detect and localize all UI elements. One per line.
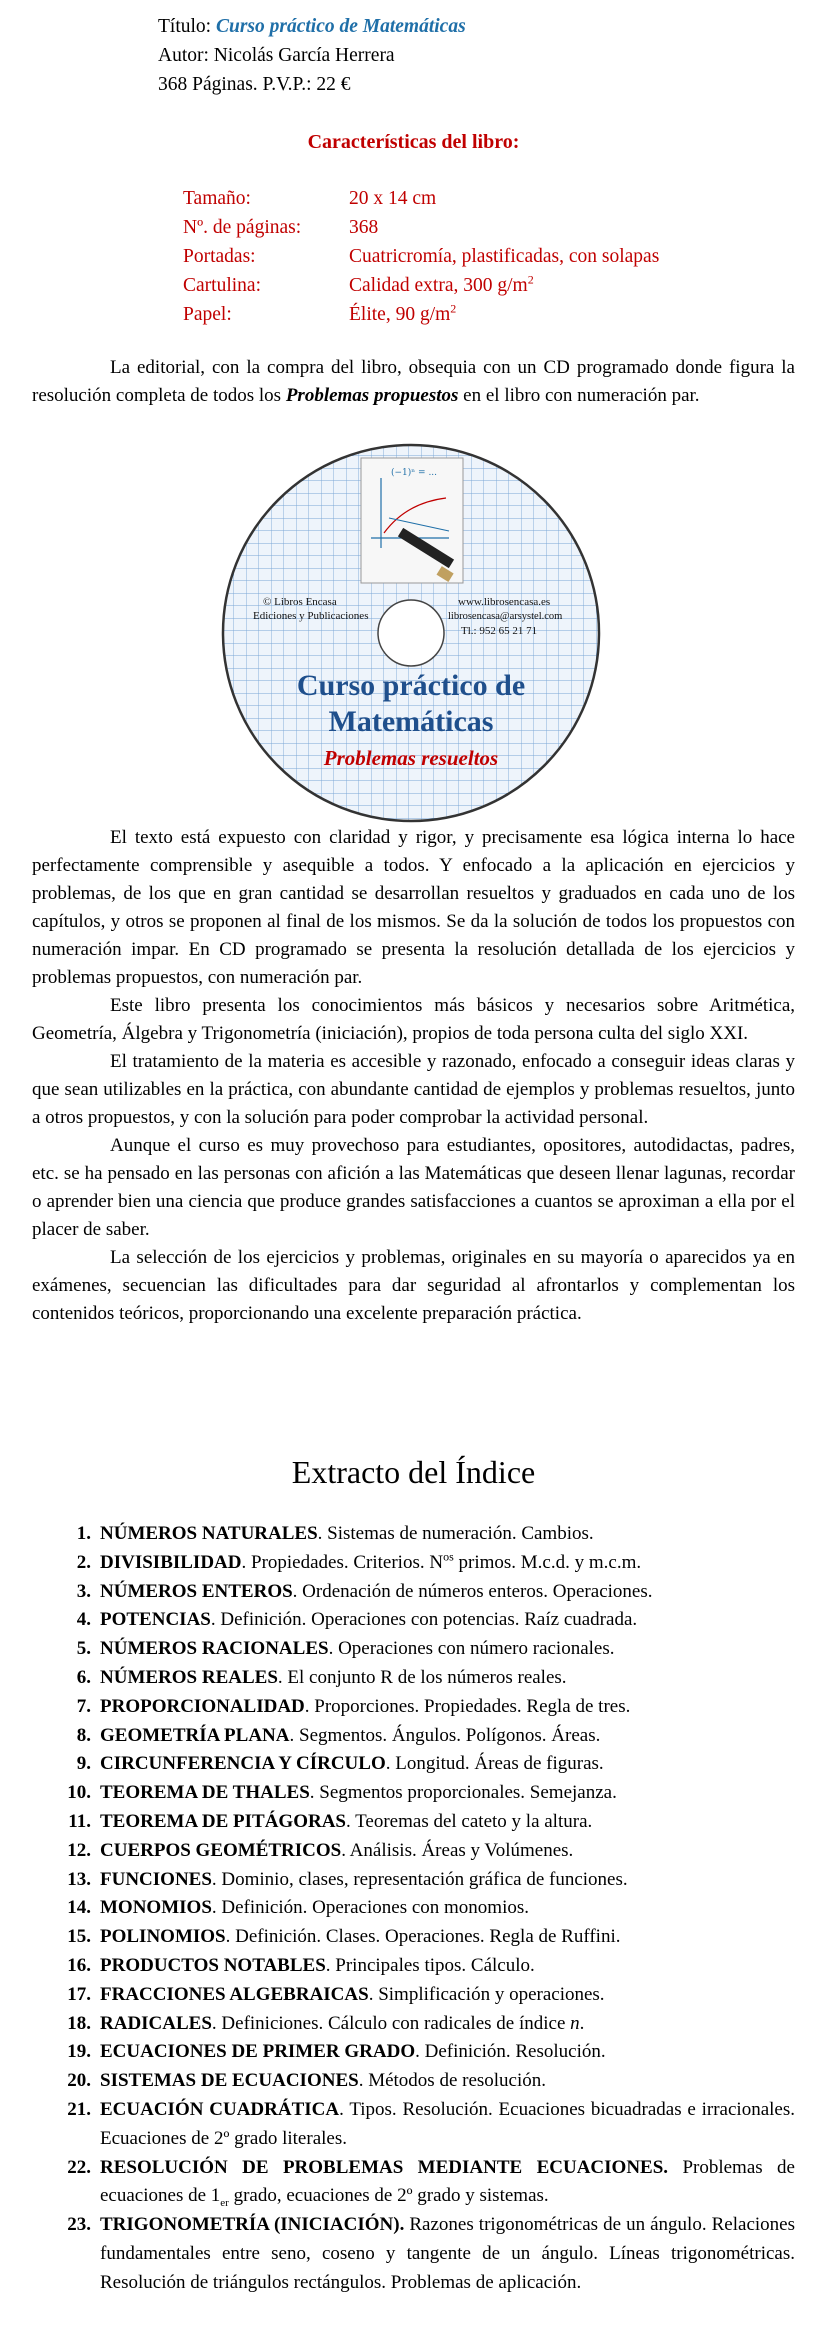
feature-value: 368	[349, 217, 379, 238]
description-paragraph: La selección de los ejercicios y problemas, originales en su mayoría o aparecidos ya en exámenes, secuencian las dificultades para dar seguridad al afrontarlos y complementan los contenidos teóricos, proporcionando una excelente preparación práctica.	[32, 1247, 795, 1324]
feature-key: Tamaño:	[183, 188, 251, 209]
index-item-heading: GEOMETRÍA PLANA	[100, 1724, 290, 1746]
index-item	[32, 1894, 795, 1923]
intro-text-after: en el libro con numeración par.	[458, 385, 700, 406]
index-item-heading: NÚMEROS NATURALES	[100, 1523, 318, 1544]
index-item	[32, 2211, 795, 2297]
index-item	[32, 1750, 795, 1779]
index-item-text: TEOREMA DE THALES. Segmentos proporcionales. Semejanza.	[100, 1782, 617, 1804]
cd-image	[221, 443, 601, 823]
cd-email: librosencasa@arsystel.com	[448, 611, 563, 622]
index-item-text: CIRCUNFERENCIA Y CÍRCULO. Longitud. Áreas de figuras.	[100, 1753, 604, 1775]
index-item-heading: TEOREMA DE PITÁGORAS	[100, 1810, 346, 1832]
index-item	[32, 1549, 795, 1578]
index-item-text: NÚMEROS RACIONALES. Operaciones con número racionales.	[100, 1638, 615, 1660]
title-label: Título:	[158, 16, 212, 37]
index-item-heading: NÚMEROS RACIONALES	[100, 1638, 329, 1660]
pages-price-line: 368 Páginas. P.V.P.: 22 €	[158, 74, 351, 95]
index-item-heading: NÚMEROS ENTEROS	[100, 1580, 293, 1602]
index-item-heading: CUERPOS GEOMÉTRICOS	[100, 1839, 342, 1861]
index-item-heading: ECUACIONES DE PRIMER GRADO	[100, 2041, 416, 2063]
index-item-heading: RESOLUCIÓN DE PROBLEMAS MEDIANTE ECUACIONES.	[100, 2156, 669, 2178]
cd-center-hole	[378, 600, 444, 666]
feature-key: Cartulina:	[183, 275, 261, 296]
index-item	[32, 2154, 795, 2212]
index-item-text: MONOMIOS. Definición. Operaciones con monomios.	[100, 1897, 530, 1919]
index-item-number: 19.	[67, 2041, 91, 2063]
description-paragraph: Este libro presenta los conocimientos más básicos y necesarios sobre Aritmética, Geometría, Álgebra y Trigonometría (iniciación), propios de toda persona culta del siglo XXI.	[32, 995, 795, 1044]
feature-value: 20 x 14 cm	[349, 188, 437, 209]
index-item	[32, 1779, 795, 1808]
index-item-text: FUNCIONES. Dominio, clases, representación gráfica de funciones.	[100, 1868, 628, 1890]
intro-text-before: La editorial, con la compra del libro, obsequia con un CD programado donde figura la resolución completa de todos los	[32, 357, 795, 406]
index-item	[32, 2096, 795, 2154]
index-item-text: RADICALES. Definiciones. Cálculo con radicales de índice n.	[100, 2012, 585, 2034]
index-item-number: 23.	[67, 2214, 91, 2236]
index-item-heading: NÚMEROS REALES	[100, 1666, 278, 1688]
index-item-text: POLINOMIOS. Definición. Clases. Operaciones. Regla de Ruffini.	[100, 1926, 621, 1948]
index-item-number: 13.	[67, 1868, 91, 1890]
index-item-heading: DIVISIBILIDAD	[100, 1551, 242, 1573]
index-item	[32, 1635, 795, 1664]
index-item-heading: PRODUCTOS NOTABLES	[100, 1954, 326, 1976]
index-item-heading: TRIGONOMETRÍA (INICIACIÓN).	[100, 2214, 405, 2236]
index-item-text: RESOLUCIÓN DE PROBLEMAS MEDIANTE ECUACIONES. Problemas de ecuaciones de $1_{er}$ grado, ecuaciones de 2º grado y sistemas.	[100, 2156, 795, 2210]
index-item	[32, 1664, 795, 1693]
index-item	[32, 1866, 795, 1895]
index-item-text: POTENCIAS. Definición. Operaciones con potencias. Raíz cuadrada.	[100, 1609, 638, 1631]
features-table	[183, 185, 659, 330]
index-item-number: 5.	[76, 1638, 91, 1660]
index-item-text: DIVISIBILIDAD. Propiedades. Criterios. $N^{os}$ primos. M.c.d. y m.c.m.	[100, 1549, 642, 1573]
description-paragraph: El tratamiento de la materia es accesible y razonado, enfocado a conseguir ideas claras y que sean utilizables en la práctica, con abundante cantidad de ejemplos y problemas resueltos, junto a otros propuestos, y con la solución para poder comprobar la actividad personal.	[32, 1051, 795, 1128]
cd-phone: Tl.: 952 65 21 71	[461, 625, 538, 637]
index-item-text: NÚMEROS REALES. El conjunto R de los números reales.	[100, 1666, 567, 1688]
index-item-number: 15.	[67, 1926, 91, 1948]
feature-value-text: Élite, 90 g/m	[349, 304, 451, 325]
cd-svg	[221, 443, 601, 823]
cd-subtitle: Problemas resueltos	[323, 746, 499, 770]
feature-value	[349, 301, 456, 330]
index-item-text: TRIGONOMETRÍA (INICIACIÓN). Razones trigonométricas de un ángulo. Relaciones fundamentales entre seno, coseno y tangente de un ángulo. Líneas trigonométricas. Resolución de triángulos rectángulos. Problemas de aplicación.	[100, 2214, 795, 2293]
index-item-number: 2.	[76, 1551, 91, 1573]
feature-row	[183, 185, 659, 214]
index-item-number: 3.	[76, 1580, 91, 1602]
superscript: 2	[450, 301, 457, 316]
index-item	[32, 1578, 795, 1607]
index-list	[32, 1520, 795, 2298]
index-item-number: 8.	[76, 1724, 91, 1746]
cd-title-2: Matemáticas	[328, 705, 494, 738]
index-item-text: NÚMEROS NATURALES. Sistemas de numeración. Cambios.	[100, 1523, 594, 1544]
index-item-number: 6.	[76, 1666, 91, 1688]
description-paragraph: Aunque el curso es muy provechoso para estudiantes, opositores, autodidactas, padres, etc. se ha pensado en las personas con afición a las Matemáticas que deseen llenar lagunas, recordar o aprender bien una ciencia que produce grandes satisfacciones a cuantos se aproximan a ella por el placer de saber.	[32, 1135, 795, 1240]
index-item-text: SISTEMAS DE ECUACIONES. Métodos de resolución.	[100, 2070, 547, 2092]
index-item-number: 17.	[67, 1983, 91, 2005]
book-header	[158, 12, 466, 99]
index-item	[32, 2010, 795, 2039]
feature-row	[183, 214, 659, 243]
author-line: Autor: Nicolás García Herrera	[158, 45, 395, 66]
feature-value: Cuatricromía, plastificadas, con solapas	[349, 246, 660, 267]
cd-title-1: Curso práctico de	[296, 669, 526, 702]
index-item-number: 11.	[68, 1810, 91, 1832]
index-item-heading: TEOREMA DE THALES	[100, 1782, 310, 1804]
index-item-text: PRODUCTOS NOTABLES. Principales tipos. Cálculo.	[100, 1954, 535, 1976]
subscript: er	[220, 2197, 229, 2210]
intro-paragraph	[32, 354, 795, 410]
index-item	[32, 1520, 795, 1549]
index-item-text: CUERPOS GEOMÉTRICOS. Análisis. Áreas y Volúmenes.	[100, 1839, 574, 1861]
index-item	[32, 1923, 795, 1952]
title-line	[158, 12, 466, 41]
cd-publisher-1: © Libros Encasa	[263, 596, 337, 608]
feature-value-text: Calidad extra, 300 g/m	[349, 275, 528, 296]
index-item	[32, 1952, 795, 1981]
index-item-text: ECUACIÓN CUADRÁTICA. Tipos. Resolución. Ecuaciones bicuadradas e irracionales. Ecuaciones de 2º grado literales.	[100, 2098, 795, 2149]
index-item-heading: FRACCIONES ALGEBRAICAS	[100, 1983, 369, 2005]
feature-key: Papel:	[183, 304, 232, 325]
feature-row	[183, 272, 659, 301]
index-item-number: 20.	[67, 2070, 91, 2092]
index-item	[32, 1693, 795, 1722]
index-item-number: 10.	[67, 1782, 91, 1804]
superscript: os	[443, 1549, 454, 1564]
index-item	[32, 1808, 795, 1837]
index-item	[32, 2067, 795, 2096]
index-item-number: 12.	[67, 1839, 91, 1861]
description-body	[32, 824, 795, 1328]
index-item	[32, 2038, 795, 2067]
index-item-heading: RADICALES	[100, 2012, 212, 2034]
book-title: Curso práctico de Matemáticas	[215, 16, 466, 37]
index-item-heading: MONOMIOS	[100, 1897, 212, 1919]
index-item-heading: ECUACIÓN CUADRÁTICA	[100, 2098, 340, 2120]
index-item-text: TEOREMA DE PITÁGORAS. Teoremas del cateto y la altura.	[100, 1810, 593, 1832]
index-item	[32, 1981, 795, 2010]
index-item-text: GEOMETRÍA PLANA. Segmentos. Ángulos. Polígonos. Áreas.	[100, 1724, 601, 1746]
feature-key: Nº. de páginas:	[183, 217, 302, 238]
index-item	[32, 1722, 795, 1751]
index-item-number: 7.	[76, 1695, 91, 1717]
italic-text: n	[570, 2012, 580, 2034]
cd-publisher-2: Ediciones y Publicaciones	[253, 610, 369, 622]
features-heading: Características del libro:	[307, 131, 520, 153]
index-item-text: NÚMEROS ENTEROS. Ordenación de números enteros. Operaciones.	[100, 1580, 653, 1602]
feature-row	[183, 301, 659, 330]
index-item-number: 22.	[67, 2156, 91, 2178]
index-item	[32, 1606, 795, 1635]
index-item-number: 14.	[67, 1897, 91, 1919]
index-item-text: PROPORCIONALIDAD. Proporciones. Propiedades. Regla de tres.	[100, 1695, 631, 1717]
index-item-text: FRACCIONES ALGEBRAICAS. Simplificación y operaciones.	[100, 1983, 605, 2005]
index-item-number: 1.	[76, 1523, 91, 1544]
feature-key: Portadas:	[183, 246, 256, 267]
index-item-number: 16.	[67, 1954, 91, 1976]
feature-value	[349, 272, 534, 301]
index-item-heading: PROPORCIONALIDAD	[100, 1695, 305, 1717]
index-item-number: 4.	[76, 1609, 91, 1631]
index-item	[32, 1837, 795, 1866]
index-item-number: 18.	[67, 2012, 91, 2034]
index-item-heading: POTENCIAS	[100, 1609, 211, 1631]
index-item-number: 9.	[76, 1753, 91, 1775]
feature-row	[183, 243, 659, 272]
intro-emphasis: Problemas propuestos	[285, 385, 459, 406]
index-item-text: ECUACIONES DE PRIMER GRADO. Definición. Resolución.	[100, 2041, 606, 2063]
cd-web: www.librosencasa.es	[458, 596, 551, 608]
description-paragraph: El texto está expuesto con claridad y rigor, y precisamente esa lógica interna lo hace perfectamente comprensible y asequible a todos. Y enfocado a la aplicación en ejercicios y problemas, de los que en gran cantidad se desarrollan resueltos y graduados en cada uno de los capítulos, y otros se proponen al final de los mismos. Se da la solución de todos los propuestos con numeración impar. En CD programado se presenta la resolución detallada de los ejercicios y problemas propuestos, con numeración par.	[32, 827, 795, 988]
index-item-heading: SISTEMAS DE ECUACIONES	[100, 2070, 359, 2092]
superscript: 2	[527, 272, 534, 287]
index-item-heading: POLINOMIOS	[100, 1926, 226, 1948]
index-item-heading: FUNCIONES	[100, 1868, 212, 1890]
cd-formula: (−1)ⁿ = ...	[391, 468, 438, 478]
index-title: Extracto del Índice	[291, 1454, 536, 1490]
index-item-heading: CIRCUNFERENCIA Y CÍRCULO	[100, 1753, 386, 1775]
index-item-number: 21.	[67, 2098, 91, 2120]
